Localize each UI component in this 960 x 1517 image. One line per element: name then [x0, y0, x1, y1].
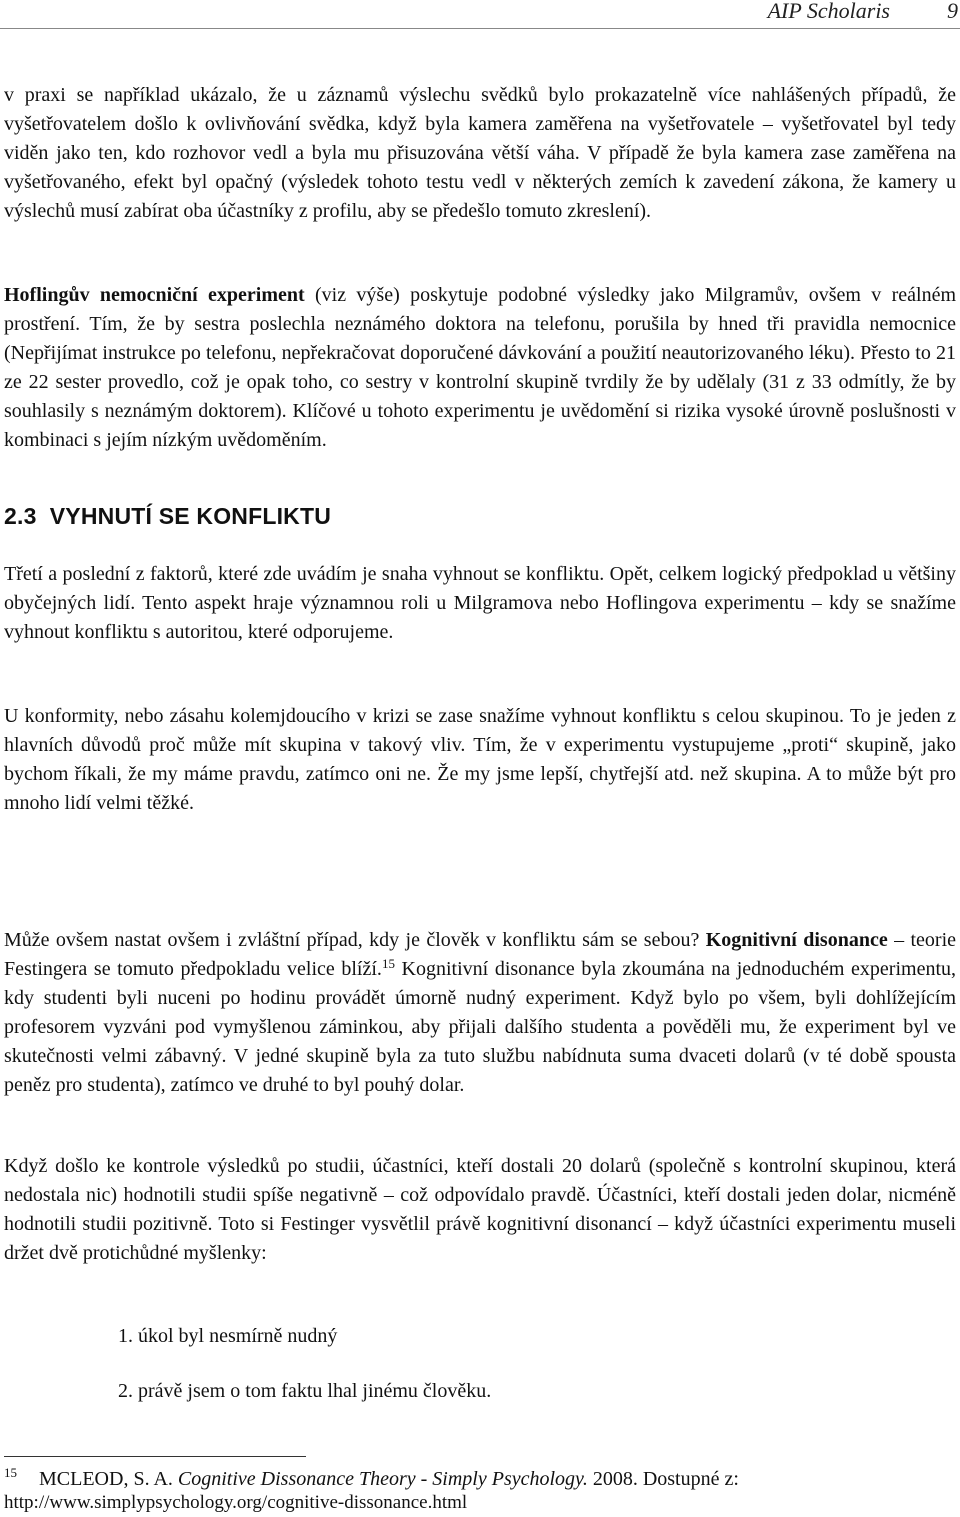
- list-item: 1. úkol byl nesmírně nudný: [118, 1325, 338, 1347]
- paragraph-1-text: v praxi se například ukázalo, že u záznamů výslechu svědků bylo prokazatelně více nahlášených případů, že vyšetřovatelem došlo k ovlivňování svědka, když byla kamera zaměřena na vyšetřovatele – vyšetřovatel byl tedy viděn jako ten, kdo rozhovor vedl a byla mu přisuzována větší váha. V případě že byla kamera zase zaměřena na vyšetřovaného, efekt byl opačný (výsledek tohoto testu vedl v některých zemích k zavedení zákona, že kamery u výslechů musí zabírat oba účastníky z profilu, aby se předešlo tomuto zkreslení).: [4, 84, 956, 222]
- paragraph-3-text: Třetí a poslední z faktorů, které zde uvádím je snaha vyhnout se konfliktu. Opět, celkem logický předpoklad u většiny obyčejných lidí. Tento aspekt hraje významnou roli u Milgramova nebo Hoflingova experimentu – kdy se snažíme vyhnout konfliktu s autoritou, které odporujeme.: [4, 563, 956, 643]
- paragraph-2-text: (viz výše) poskytuje podobné výsledky jako Milgramův, ovšem v reálném prostření. Tím, že by sestra poslechla neznámého doktora na telefonu, porušila by hned tři pravidla nemocnice (Nepřijímat instrukce po telefonu, nepřekračovat doporučené dávkování a použití neautorizovaného léku). Přesto to 21 ze 22 sester provedlo, což je opak toho, co sestry v kontrolní skupině tvrdily že by udělaly (31 z 33 odmítly, že by souhlasily s neznámým doktorem). Klíčové u tohoto experimentu je uvědomění si rizika vysoké úrovně poslušnosti v kombinaci s jejím nízkým uvědoměním.: [4, 284, 957, 451]
- page-number: 9: [947, 0, 958, 23]
- list-item: 2. právě jsem o tom faktu lhal jinému člověku.: [118, 1380, 492, 1402]
- paragraph-5-text-a: Může ovšem nastat ovšem i zvláštní případ, kdy je člověk v konfliktu sám se sebou?: [4, 929, 706, 951]
- footnote: [4, 1465, 956, 1491]
- footnote-url-link[interactable]: http://www.simplypsychology.org/cognitive-dissonance.html: [4, 1492, 468, 1513]
- paragraph-5: [4, 926, 956, 1100]
- hofling-term: Hoflingův nemocniční experiment: [4, 284, 305, 306]
- section-number: 2.3: [4, 503, 37, 529]
- paragraph-2: [4, 281, 956, 455]
- header-title: AIP Scholaris: [767, 0, 890, 23]
- paragraph-6: [4, 1152, 956, 1268]
- paragraph-4-text: U konformity, nebo zásahu kolemjdoucího v krizi se zase snažíme vyhnout konfliktu s celou skupinou. To je jeden z hlavních důvodů proč může mít skupina v takový vliv. Tím, že v experimentu vystupujeme „proti“ skupině, jako bychom říkali, že my máme pravdu, zatímco oni ne. Že my jsme lepší, chytřejší atd. než skupina. A to může být pro mnoho lidí velmi těžké.: [4, 705, 956, 814]
- paragraph-4: [4, 702, 956, 818]
- section-heading: [4, 503, 331, 530]
- paragraph-6-text: Když došlo ke kontrole výsledků po studii, účastníci, kteří dostali 20 dolarů (společně s kontrolní skupinou, která nedostala nic) hodnotili studii spíše negativně – což odpovídalo pravdě. Účastníci, kteří dostali jeden dolar, nicméně hodnotili studii pozitivně. Toto si Festinger vysvětlil právě kognitivní disonancí – když účastníci experimentu museli držet dvě protichůdné myšlenky:: [4, 1155, 956, 1264]
- paragraph-5-text-b: – teorie Festingera se tomuto předpokladu velice blíží.: [4, 929, 956, 980]
- footnote-title: Cognitive Dissonance Theory - Simply Psychology.: [177, 1468, 588, 1490]
- footnote-number: 15: [4, 1465, 17, 1480]
- section-title: VYHNUTÍ SE KONFLIKTU: [49, 503, 332, 529]
- paragraph-1: [4, 81, 956, 226]
- page-header: [0, 0, 960, 29]
- paragraph-3: [4, 560, 956, 647]
- footnote-rest: 2008. Dostupné z:: [587, 1468, 739, 1490]
- footnote-authors: MCLEOD, S. A.: [39, 1468, 178, 1490]
- dissonance-term: Kognitivní disonance: [705, 929, 888, 951]
- paragraph-5-text-c: Kognitivní disonance byla zkoumána na jednoduchém experimentu, kdy studenti byli nuceni po hodinu provádět úmorně nudný experiment. Když bylo po všem, byli dohlížejícím profesorem vyzváni pod vymyšlenou záminkou, aby přijali dalšího studenta a pověděli mu, že experiment byl ve skutečnosti velmi zábavný. V jedné skupině byla za tuto službu nabídnuta suma dvaceti dolarů (v té době spousta peněz pro studenta), zatímco ve druhé to byl pouhý dolar.: [4, 958, 957, 1096]
- footnote-divider: [4, 1456, 306, 1457]
- footnote-ref[interactable]: 15: [381, 956, 395, 971]
